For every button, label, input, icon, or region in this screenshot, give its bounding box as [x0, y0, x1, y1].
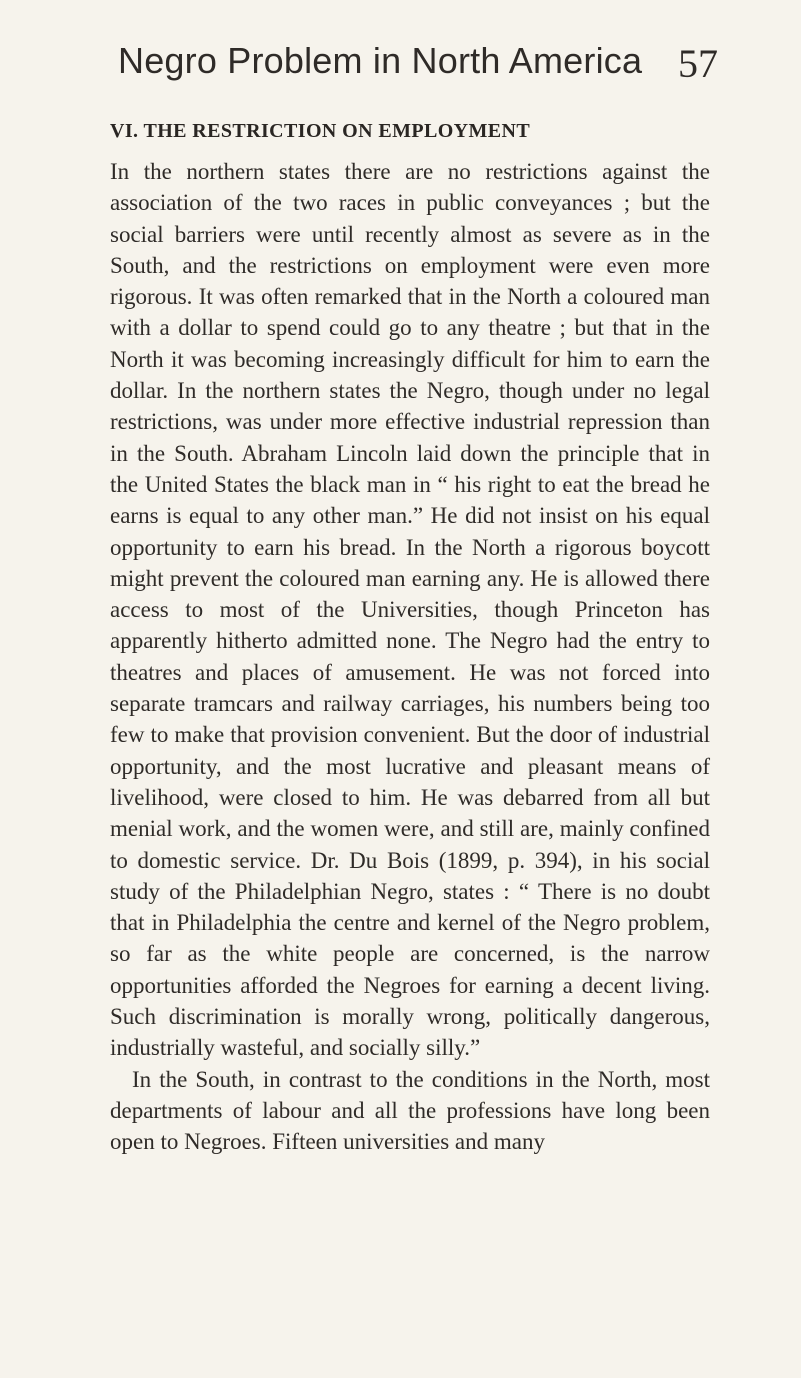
- paragraph-1: In the northern states there are no restrictions against the association of the two races in public conveyances ; but the social barriers were until recently almost as severe as in the South, and the restrictions on employment were even more rigorous. It was often remarked that in the North a coloured man with a dollar to spend could go to any theatre ; but that in the North it was becoming increasingly difficult for him to earn the dollar. In the northern states the Negro, though under no legal restrictions, was under more effective industrial repression than in the South. Abraham Lincoln laid down the principle that in the United States the black man in “ his right to eat the bread he earns is equal to any other man.” He did not insist on his equal opportunity to earn his bread. In the North a rigorous boycott might prevent the coloured man earning any. He is allowed there access to most of the Universities, though Princeton has apparently hitherto admitted none. The Negro had the entry to theatres and places of amusement. He was not forced into separate tramcars and railway carriages, his numbers being too few to make that provision convenient. But the door of industrial opportunity, and the most lucrative and pleasant means of livelihood, were closed to him. He was debarred from all but menial work, and the women were, and still are, mainly confined to domestic service. Dr. Du Bois (1899, p. 394), in his social study of the Philadelphian Negro, states : “ There is no doubt that in Philadelphia the centre and kernel of the Negro problem, so far as the white people are concerned, is the narrow opportunities afforded the Negroes for earning a decent living. Such discrimination is morally wrong, politically dangerous, industrially wasteful, and socially silly.”: [110, 159, 710, 1061]
- paragraph-2: In the South, in contrast to the conditions in the North, most departments of labour and all the professions have long been open to Negroes. Fifteen universities and many: [110, 1066, 710, 1155]
- running-head: [118, 40, 718, 88]
- section-heading: VI. THE RESTRICTION ON EMPLOYMENT: [110, 120, 531, 142]
- body-text: [110, 156, 710, 1158]
- running-title: Negro Problem in North America: [118, 40, 643, 81]
- page-number: 57: [678, 41, 718, 86]
